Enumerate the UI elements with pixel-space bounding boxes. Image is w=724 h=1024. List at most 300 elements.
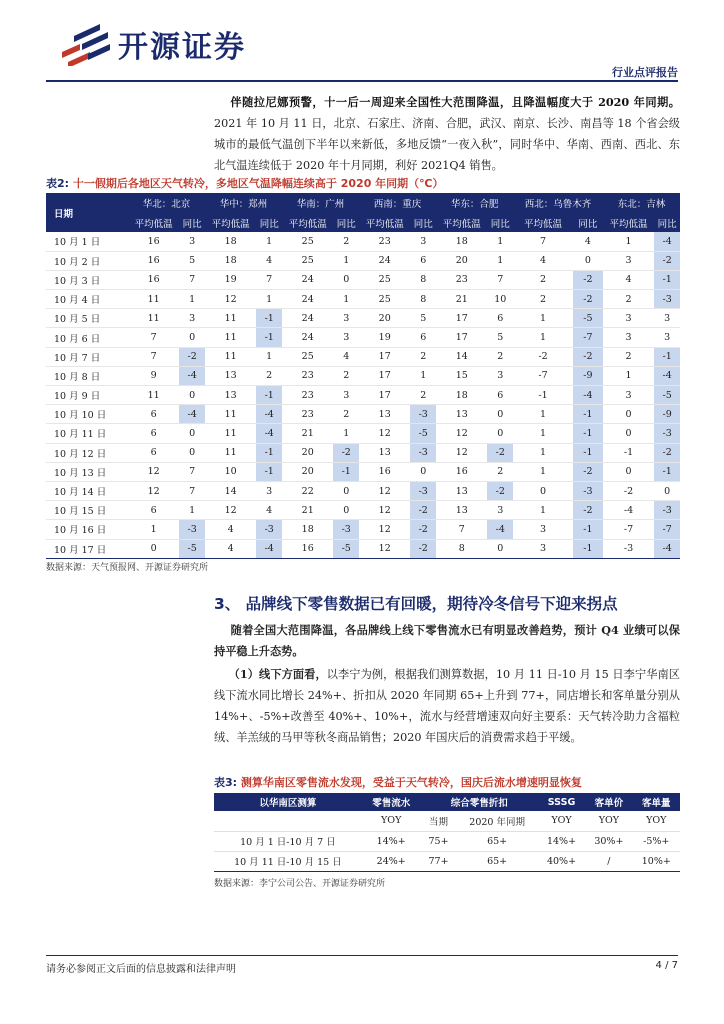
- low-temp-cell: 1: [513, 501, 573, 520]
- sales-table-header: [214, 793, 680, 811]
- low-temp-cell: 25: [282, 251, 333, 270]
- intro-text: 2021 年 10 月 11 日，北京、石家庄、济南、合肥，武汉、南京、长沙、南昌等 18 个省会级城市的最低气温创下半年以来新低，多地反馈“一夜入秋”，同时华中、华南、西南、西北、东北气温连续低于 2020 年十月同期，利好 2021Q4 销售。: [214, 117, 680, 172]
- low-temp-cell: 14: [436, 347, 487, 366]
- low-temp-cell: 3: [603, 386, 654, 405]
- low-temp-cell: 14: [205, 481, 256, 500]
- low-temp-cell: 24: [359, 251, 410, 270]
- yoy-cell: 6: [487, 309, 513, 328]
- low-temp-cell: 18: [436, 232, 487, 251]
- table2-source: 数据来源：天气预报网、开源证券研究所: [46, 563, 209, 573]
- low-temp-cell: 0: [128, 539, 179, 558]
- low-temp-cell: 4: [205, 539, 256, 558]
- yoy-cell: 1: [179, 501, 205, 520]
- low-temp-cell: 12: [128, 481, 179, 500]
- low-temp-cell: 21: [436, 290, 487, 309]
- low-temp-cell: 23: [359, 232, 410, 251]
- yoy-cell: 2: [333, 366, 359, 385]
- temperature-table-sub-header: [46, 213, 680, 232]
- logo-text: 开源证券: [118, 30, 246, 65]
- sub-header-yoy: 同比: [179, 213, 205, 232]
- sales-cell: 24%+: [362, 851, 421, 871]
- sub-header-yoy: 同比: [333, 213, 359, 232]
- region-header: 华北：北京: [128, 193, 205, 213]
- table-row: [46, 251, 680, 270]
- yoy-cell: -4: [256, 539, 282, 558]
- low-temp-cell: 20: [436, 251, 487, 270]
- low-temp-cell: 25: [359, 270, 410, 289]
- yoy-cell: -1: [573, 443, 603, 462]
- low-temp-cell: 12: [359, 424, 410, 443]
- offline-text: 以李宁为例，根据我们测算数据，10 月 11 日-10 月 15 日李宁华南区线下流水同比增长 24%+、折扣从 2020 年同期 65+上升到 77+，同店增长和客单量分别从 14%+、-5%+改善至 40%+、10%+，流水与经营增速双向好主要系：天气转冷助力含福粒绒、羊羔绒的马甲等秋冬商品销售；2020 年国庆后的消费需求趋于平缓。: [214, 668, 680, 744]
- yoy-cell: 0: [333, 481, 359, 500]
- low-temp-cell: 24: [282, 309, 333, 328]
- sub-header-low: 平均低温: [359, 213, 410, 232]
- low-temp-cell: 2: [603, 347, 654, 366]
- yoy-cell: 0: [333, 270, 359, 289]
- low-temp-cell: 23: [282, 386, 333, 405]
- low-temp-cell: 12: [359, 539, 410, 558]
- table-row: [46, 366, 680, 385]
- report-type: 行业点评报告: [612, 66, 678, 79]
- table-row: [214, 831, 680, 851]
- low-temp-cell: 2: [513, 270, 573, 289]
- sales-cell: 10%+: [633, 851, 680, 871]
- yoy-cell: 3: [487, 366, 513, 385]
- table-row: [46, 501, 680, 520]
- yoy-cell: 0: [573, 251, 603, 270]
- region-header: 华南：广州: [282, 193, 359, 213]
- sales-cell: 77+: [421, 851, 457, 871]
- table-row: [46, 347, 680, 366]
- yoy-cell: -2: [654, 251, 680, 270]
- low-temp-cell: 13: [436, 501, 487, 520]
- yoy-cell: 3: [410, 232, 436, 251]
- yoy-cell: 7: [179, 481, 205, 500]
- low-temp-cell: 11: [205, 347, 256, 366]
- row-date: 10 月 6 日: [46, 328, 128, 347]
- table-row: [46, 539, 680, 558]
- sales-subheader-cell: YOY: [633, 811, 680, 831]
- sub-header-yoy: 同比: [573, 213, 603, 232]
- yoy-cell: -4: [256, 405, 282, 424]
- yoy-cell: 0: [179, 386, 205, 405]
- sales-cell: /: [585, 851, 632, 871]
- yoy-cell: -1: [573, 520, 603, 539]
- table-row: [46, 309, 680, 328]
- low-temp-cell: 1: [513, 328, 573, 347]
- yoy-cell: 8: [410, 270, 436, 289]
- sub-header-low: 平均低温: [603, 213, 654, 232]
- yoy-cell: -4: [487, 520, 513, 539]
- yoy-cell: -3: [410, 481, 436, 500]
- table-row: [46, 405, 680, 424]
- low-temp-cell: 24: [282, 270, 333, 289]
- low-temp-cell: 6: [128, 405, 179, 424]
- low-temp-cell: 17: [436, 328, 487, 347]
- sales-header: 综合零售折扣: [421, 793, 538, 811]
- yoy-cell: -7: [573, 328, 603, 347]
- footer-disclaimer: 请务必参阅正文后面的信息披露和法律声明: [46, 964, 236, 975]
- region-header: 西北：乌鲁木齐: [513, 193, 603, 213]
- yoy-cell: 5: [179, 251, 205, 270]
- low-temp-cell: 25: [282, 347, 333, 366]
- yoy-cell: 3: [333, 386, 359, 405]
- yoy-cell: 2: [410, 347, 436, 366]
- sales-cell: 65+: [456, 831, 537, 851]
- table-row: [46, 386, 680, 405]
- low-temp-cell: -7: [603, 520, 654, 539]
- yoy-cell: -2: [410, 520, 436, 539]
- low-temp-cell: 3: [603, 251, 654, 270]
- yoy-cell: -1: [256, 462, 282, 481]
- yoy-cell: 1: [410, 366, 436, 385]
- yoy-cell: 2: [487, 462, 513, 481]
- date-header: 日期: [46, 193, 128, 232]
- offline-paragraph: [214, 664, 680, 748]
- low-temp-cell: 22: [282, 481, 333, 500]
- row-date: 10 月 4 日: [46, 290, 128, 309]
- sales-cell: 10 月 1 日-10 月 7 日: [214, 831, 362, 851]
- sub-header-low: 平均低温: [513, 213, 573, 232]
- low-temp-cell: 21: [282, 424, 333, 443]
- yoy-cell: 2: [487, 347, 513, 366]
- sales-table-body: [214, 811, 680, 871]
- low-temp-cell: 18: [282, 520, 333, 539]
- yoy-cell: -4: [256, 424, 282, 443]
- sales-table: [214, 793, 680, 872]
- yoy-cell: 1: [256, 290, 282, 309]
- yoy-cell: -3: [573, 481, 603, 500]
- row-date: 10 月 8 日: [46, 366, 128, 385]
- yoy-cell: 3: [654, 309, 680, 328]
- low-temp-cell: 25: [282, 232, 333, 251]
- yoy-cell: -2: [333, 443, 359, 462]
- row-date: 10 月 14 日: [46, 481, 128, 500]
- low-temp-cell: 18: [205, 251, 256, 270]
- yoy-cell: -5: [333, 539, 359, 558]
- yoy-cell: -2: [573, 290, 603, 309]
- low-temp-cell: 13: [205, 386, 256, 405]
- yoy-cell: 3: [487, 501, 513, 520]
- yoy-cell: -1: [333, 462, 359, 481]
- intro-bold: 伴随拉尼娜预警，十一后一周迎来全国性大范围降温，且降温幅度大于 2020 年同期。: [230, 95, 680, 109]
- sales-subheader-cell: YOY: [538, 811, 585, 831]
- yoy-cell: 6: [410, 251, 436, 270]
- table3-caption-text: 测算华南区零售流水发现，受益于天气转冷，国庆后流水增速明显恢复: [240, 776, 582, 789]
- table-row: [46, 462, 680, 481]
- yoy-cell: -1: [256, 309, 282, 328]
- yoy-cell: -3: [410, 405, 436, 424]
- row-date: 10 月 5 日: [46, 309, 128, 328]
- table3-source: 数据来源：李宁公司公告、开源证券研究所: [214, 879, 386, 889]
- yoy-cell: -2: [573, 462, 603, 481]
- yoy-cell: 5: [410, 309, 436, 328]
- yoy-cell: -4: [654, 232, 680, 251]
- yoy-cell: 1: [333, 424, 359, 443]
- yoy-cell: -4: [179, 405, 205, 424]
- low-temp-cell: 12: [436, 424, 487, 443]
- yoy-cell: 1: [179, 290, 205, 309]
- low-temp-cell: 11: [128, 290, 179, 309]
- low-temp-cell: 11: [128, 386, 179, 405]
- low-temp-cell: 4: [603, 270, 654, 289]
- low-temp-cell: 11: [205, 309, 256, 328]
- yoy-cell: 0: [487, 539, 513, 558]
- low-temp-cell: 15: [436, 366, 487, 385]
- table-row: [46, 443, 680, 462]
- yoy-cell: 0: [487, 424, 513, 443]
- table-row: [46, 270, 680, 289]
- low-temp-cell: 0: [603, 462, 654, 481]
- low-temp-cell: 23: [436, 270, 487, 289]
- yoy-cell: -2: [487, 443, 513, 462]
- yoy-cell: -2: [410, 539, 436, 558]
- low-temp-cell: 7: [436, 520, 487, 539]
- low-temp-cell: 9: [128, 366, 179, 385]
- yoy-cell: 1: [333, 251, 359, 270]
- row-date: 10 月 13 日: [46, 462, 128, 481]
- yoy-cell: -1: [573, 539, 603, 558]
- low-temp-cell: 16: [128, 251, 179, 270]
- sales-cell: 65+: [456, 851, 537, 871]
- low-temp-cell: 11: [205, 424, 256, 443]
- low-temp-cell: 17: [359, 366, 410, 385]
- low-temp-cell: 3: [603, 328, 654, 347]
- sales-header: SSSG: [538, 793, 585, 811]
- yoy-cell: -4: [179, 366, 205, 385]
- low-temp-cell: 16: [359, 462, 410, 481]
- row-date: 10 月 12 日: [46, 443, 128, 462]
- sales-cell: 30%+: [585, 831, 632, 851]
- sales-header: 零售流水: [362, 793, 421, 811]
- low-temp-cell: 11: [205, 328, 256, 347]
- low-temp-cell: -2: [513, 347, 573, 366]
- sales-cell: 75+: [421, 831, 457, 851]
- low-temp-cell: 7: [128, 328, 179, 347]
- yoy-cell: 10: [487, 290, 513, 309]
- yoy-cell: -2: [573, 501, 603, 520]
- sales-subheader-cell: 当期: [421, 811, 457, 831]
- region-header: 华中：郑州: [205, 193, 282, 213]
- yoy-cell: 1: [256, 347, 282, 366]
- yoy-cell: 6: [487, 386, 513, 405]
- low-temp-cell: 13: [359, 443, 410, 462]
- yoy-cell: 2: [256, 366, 282, 385]
- section-heading: 3、 品牌线下零售数据已有回暖，期待冷冬信号下迎来拐点: [214, 595, 618, 613]
- sub-header-yoy: 同比: [410, 213, 436, 232]
- table-row: [46, 424, 680, 443]
- low-temp-cell: 6: [128, 424, 179, 443]
- sales-cell: -5%+: [633, 831, 680, 851]
- low-temp-cell: -1: [513, 386, 573, 405]
- low-temp-cell: 11: [128, 309, 179, 328]
- low-temp-cell: -4: [603, 501, 654, 520]
- low-temp-cell: 20: [282, 443, 333, 462]
- low-temp-cell: 20: [359, 309, 410, 328]
- yoy-cell: 0: [487, 405, 513, 424]
- yoy-cell: -5: [179, 539, 205, 558]
- sub-header-yoy: 同比: [654, 213, 680, 232]
- yoy-cell: -2: [410, 501, 436, 520]
- yoy-cell: 4: [256, 501, 282, 520]
- yoy-cell: 0: [410, 462, 436, 481]
- region-header: 华东：合肥: [436, 193, 513, 213]
- table-row: [46, 520, 680, 539]
- page-number: 4 / 7: [655, 960, 678, 971]
- sales-header: 客单价: [585, 793, 632, 811]
- low-temp-cell: 19: [359, 328, 410, 347]
- yoy-cell: 0: [333, 501, 359, 520]
- low-temp-cell: 17: [436, 309, 487, 328]
- yoy-cell: 4: [256, 251, 282, 270]
- row-date: 10 月 17 日: [46, 539, 128, 558]
- low-temp-cell: 1: [513, 309, 573, 328]
- table2-caption-text: 十一假期后各地区天气转冷，多地区气温降幅连续高于 2020 年同期（℃）: [72, 177, 444, 190]
- low-temp-cell: 1: [128, 520, 179, 539]
- yoy-cell: 0: [179, 424, 205, 443]
- low-temp-cell: 12: [359, 520, 410, 539]
- yoy-cell: 1: [256, 232, 282, 251]
- sales-subheader-cell: YOY: [362, 811, 421, 831]
- low-temp-cell: 16: [128, 270, 179, 289]
- low-temp-cell: 0: [603, 405, 654, 424]
- temperature-table-body: [46, 232, 680, 558]
- sales-cell: 10 月 11 日-10 月 15 日: [214, 851, 362, 871]
- yoy-cell: 0: [654, 481, 680, 500]
- low-temp-cell: 24: [282, 328, 333, 347]
- table2-caption: [46, 175, 444, 191]
- low-temp-cell: 4: [205, 520, 256, 539]
- row-date: 10 月 16 日: [46, 520, 128, 539]
- table-row: [46, 481, 680, 500]
- low-temp-cell: 16: [436, 462, 487, 481]
- low-temp-cell: 11: [205, 405, 256, 424]
- yoy-cell: -3: [654, 424, 680, 443]
- row-date: 10 月 10 日: [46, 405, 128, 424]
- yoy-cell: 5: [487, 328, 513, 347]
- company-logo: [60, 22, 246, 66]
- region-header: 西南：重庆: [359, 193, 436, 213]
- yoy-cell: -2: [487, 481, 513, 500]
- yoy-cell: 2: [410, 386, 436, 405]
- temperature-table: [46, 193, 680, 559]
- sub-header-low: 平均低温: [436, 213, 487, 232]
- yoy-cell: 1: [487, 232, 513, 251]
- low-temp-cell: -3: [603, 539, 654, 558]
- low-temp-cell: 10: [205, 462, 256, 481]
- yoy-cell: -5: [573, 309, 603, 328]
- low-temp-cell: 3: [513, 520, 573, 539]
- low-temp-cell: 25: [359, 290, 410, 309]
- sub-header-yoy: 同比: [256, 213, 282, 232]
- yoy-cell: 1: [333, 290, 359, 309]
- yoy-cell: -3: [654, 290, 680, 309]
- yoy-cell: -3: [654, 501, 680, 520]
- sub-header-low: 平均低温: [282, 213, 333, 232]
- yoy-cell: -5: [654, 386, 680, 405]
- yoy-cell: -3: [256, 520, 282, 539]
- yoy-cell: 8: [410, 290, 436, 309]
- table3-caption: [214, 774, 582, 790]
- yoy-cell: 3: [179, 232, 205, 251]
- yoy-cell: 3: [333, 328, 359, 347]
- low-temp-cell: -1: [603, 443, 654, 462]
- intro-paragraph: [214, 92, 680, 176]
- low-temp-cell: -7: [513, 366, 573, 385]
- yoy-cell: -2: [654, 443, 680, 462]
- low-temp-cell: 13: [436, 405, 487, 424]
- yoy-cell: 3: [654, 328, 680, 347]
- yoy-cell: 2: [333, 405, 359, 424]
- row-date: 10 月 2 日: [46, 251, 128, 270]
- row-date: 10 月 15 日: [46, 501, 128, 520]
- yoy-cell: -7: [654, 520, 680, 539]
- yoy-cell: 6: [410, 328, 436, 347]
- yoy-cell: 7: [256, 270, 282, 289]
- row-date: 10 月 1 日: [46, 232, 128, 251]
- logo-mark-icon: [60, 22, 112, 66]
- yoy-cell: 7: [179, 270, 205, 289]
- low-temp-cell: 1: [513, 462, 573, 481]
- low-temp-cell: -2: [603, 481, 654, 500]
- yoy-cell: -9: [654, 405, 680, 424]
- row-date: 10 月 7 日: [46, 347, 128, 366]
- yoy-cell: -9: [573, 366, 603, 385]
- sales-header: 客单量: [633, 793, 680, 811]
- section-summary: [214, 620, 680, 662]
- region-header: 东北：吉林: [603, 193, 680, 213]
- row-date: 10 月 9 日: [46, 386, 128, 405]
- low-temp-cell: 16: [282, 539, 333, 558]
- low-temp-cell: 17: [359, 386, 410, 405]
- low-temp-cell: 4: [513, 251, 573, 270]
- sub-header-low: 平均低温: [205, 213, 256, 232]
- low-temp-cell: 24: [282, 290, 333, 309]
- yoy-cell: -3: [333, 520, 359, 539]
- low-temp-cell: 16: [128, 232, 179, 251]
- yoy-cell: 4: [333, 347, 359, 366]
- yoy-cell: -1: [573, 405, 603, 424]
- yoy-cell: -4: [573, 386, 603, 405]
- footer-divider: [46, 955, 678, 956]
- low-temp-cell: 12: [436, 443, 487, 462]
- yoy-cell: 7: [179, 462, 205, 481]
- sub-header-yoy: 同比: [487, 213, 513, 232]
- yoy-cell: 4: [573, 232, 603, 251]
- low-temp-cell: 13: [436, 481, 487, 500]
- yoy-cell: 0: [179, 443, 205, 462]
- yoy-cell: 3: [256, 481, 282, 500]
- low-temp-cell: 6: [128, 443, 179, 462]
- sales-cell: 40%+: [538, 851, 585, 871]
- low-temp-cell: 3: [603, 309, 654, 328]
- low-temp-cell: 0: [513, 481, 573, 500]
- low-temp-cell: 7: [513, 232, 573, 251]
- low-temp-cell: 2: [513, 290, 573, 309]
- table3-caption-num: 表3:: [214, 776, 238, 789]
- sales-subheader-row: [214, 811, 680, 831]
- yoy-cell: -1: [654, 462, 680, 481]
- low-temp-cell: 11: [205, 443, 256, 462]
- yoy-cell: -1: [256, 443, 282, 462]
- yoy-cell: -1: [573, 424, 603, 443]
- yoy-cell: 0: [179, 328, 205, 347]
- low-temp-cell: 12: [359, 501, 410, 520]
- yoy-cell: -4: [654, 539, 680, 558]
- low-temp-cell: 8: [436, 539, 487, 558]
- table-row: [46, 328, 680, 347]
- low-temp-cell: 17: [359, 347, 410, 366]
